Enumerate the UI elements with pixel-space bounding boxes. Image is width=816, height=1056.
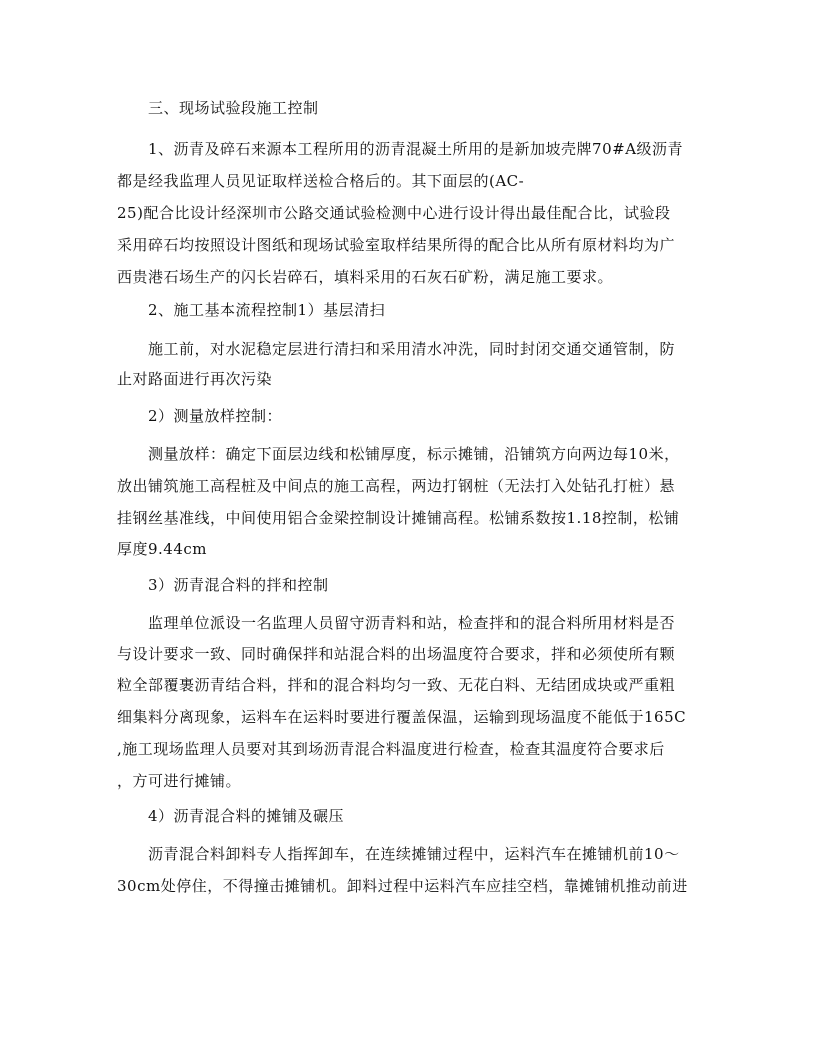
subsection-heading: 2）测量放样控制： bbox=[148, 407, 283, 425]
subsection-heading: 4）沥青混合料的摊铺及碾压 bbox=[148, 807, 345, 825]
paragraph-line: 粒全部覆裹沥青结合料，拌和的混合料均匀一致、无花白料、无结团成块或严重粗 bbox=[117, 676, 676, 694]
paragraph-line: 1、沥青及碎石来源本工程所用的沥青混凝土所用的是新加坡壳牌70#A级沥青 bbox=[148, 140, 684, 158]
subsection-heading: 2、施工基本流程控制1）基层清扫 bbox=[148, 301, 386, 319]
subsection-heading: 3）沥青混合料的拌和控制 bbox=[148, 576, 329, 594]
paragraph-line: 监理单位派设一名监理人员留守沥青料和站，检查拌和的混合料所用材料是否 bbox=[148, 614, 676, 632]
section-heading: 三、现场试验段施工控制 bbox=[148, 99, 319, 117]
paragraph-line: 30cm处停住，不得撞击摊铺机。卸料过程中运料汽车应挂空档，靠摊铺机推动前进 bbox=[117, 877, 688, 895]
paragraph-line: 细集料分离现象，运料车在运料时要进行覆盖保温，运输到现场温度不能低于165C bbox=[117, 708, 687, 726]
paragraph-line: 与设计要求一致、同时确保拌和站混合料的出场温度符合要求，拌和必须使所有颗 bbox=[117, 645, 676, 663]
paragraph-line: 施工前，对水泥稳定层进行清扫和采用清水冲洗，同时封闭交通交通管制，防 bbox=[148, 340, 676, 358]
paragraph-line: 挂钢丝基准线，中间使用铝合金梁控制设计摊铺高程。松铺系数按1.18控制，松铺 bbox=[117, 509, 680, 527]
paragraph-line: 止对路面进行再次污染 bbox=[117, 370, 273, 388]
paragraph-line: 25)配合比设计经深圳市公路交通试验检测中心进行设计得出最佳配合比，试验段 bbox=[117, 204, 671, 222]
paragraph-line: 厚度9.44cm bbox=[117, 540, 208, 558]
paragraph-line: ,施工现场监理人员要对其到场沥青混合料温度进行检查，检查其温度符合要求后 bbox=[117, 740, 665, 758]
paragraph-line: 测量放样：确定下面层边线和松铺厚度，标示摊铺，沿铺筑方向两边每10米， bbox=[148, 445, 680, 463]
paragraph-line: 沥青混合料卸料专人指挥卸车，在连续摊铺过程中，运料汽车在摊铺机前10～ bbox=[148, 845, 680, 863]
paragraph-line: 都是经我监理人员见证取样送检合格后的。其下面层的(AC- bbox=[117, 172, 525, 190]
paragraph-line: 西贵港石场生产的闪长岩碎石，填料采用的石灰石矿粉，满足施工要求。 bbox=[117, 268, 614, 286]
paragraph-line: 放出铺筑施工高程桩及中间点的施工高程，两边打钢桩（无法打入处钻孔打桩）悬 bbox=[117, 477, 676, 495]
paragraph-line: 采用碎石均按照设计图纸和现场试验室取样结果所得的配合比从所有原材料均为广 bbox=[117, 236, 676, 254]
paragraph-line: ，方可进行摊铺。 bbox=[117, 772, 242, 790]
